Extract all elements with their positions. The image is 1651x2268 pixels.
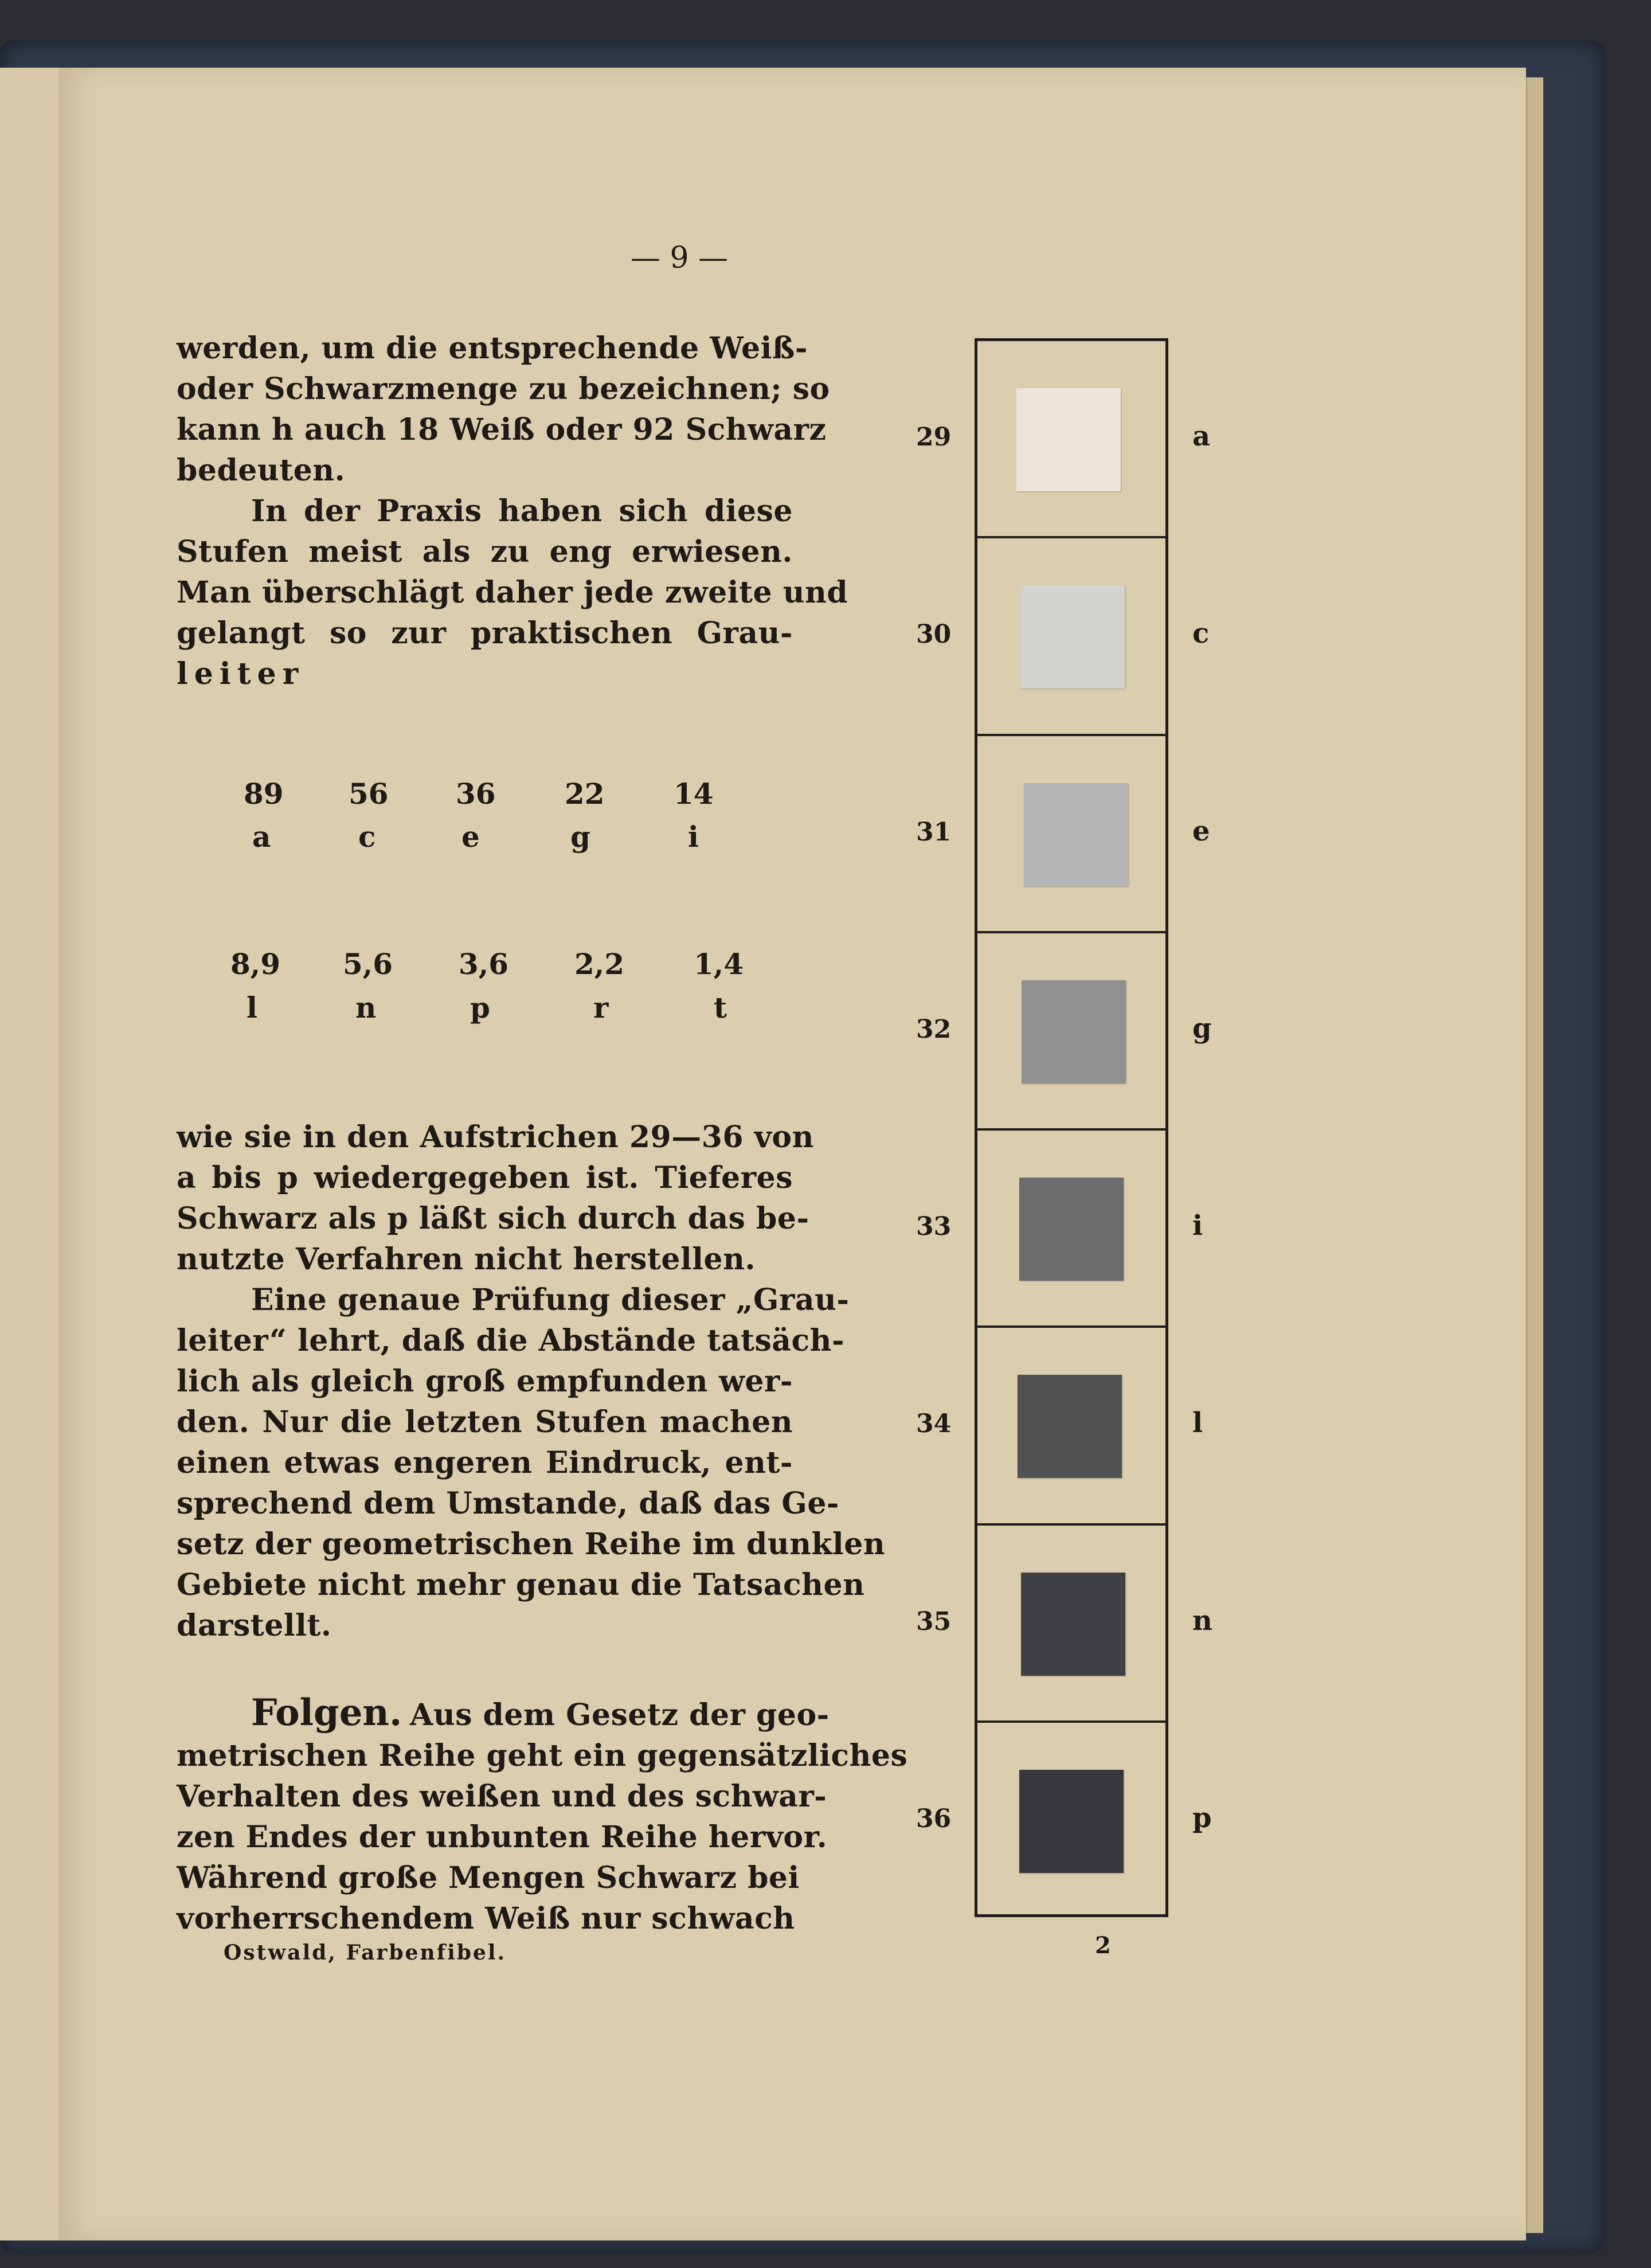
text-line: setz der geometrischen Reihe im dunklen [177,1527,886,1562]
swatch-letter: i [1192,1210,1203,1242]
swatch-letter: g [1192,1012,1212,1045]
table-value: 2,2 [574,947,624,981]
swatch-letter: c [1192,617,1210,650]
table-value: 14 [674,777,714,811]
text-line: Aus dem Gesetz der geo- [410,1698,830,1733]
swatch-letter: e [1192,815,1210,847]
text-line: leiter [177,656,305,691]
section-heading: Folgen. [251,1691,402,1734]
gray-scale-cell [977,1723,1165,1920]
text-line: einen etwas engeren Eindruck, ent- [177,1445,793,1480]
gray-scale-cell [977,538,1165,736]
table-value: 36 [456,777,496,811]
swatch-letter: a [1192,420,1211,453]
gray-swatch [1016,388,1121,491]
text-line: kann h auch 18 Weiß oder 92 Schwarz [177,412,827,447]
table-letter: p [470,991,490,1024]
text-line: nutzte Verfahren nicht herstellen. [177,1242,756,1277]
text-line: metrischen Reihe geht ein gegensätzliches [177,1738,908,1773]
gray-swatch [1022,980,1126,1084]
left-page-edge [0,68,68,2240]
gray-swatch [1019,1770,1124,1873]
text-line: vorherrschendem Weiß nur schwach [177,1901,795,1936]
swatch-number: 34 [916,1409,952,1439]
gray-scale-cell [977,1526,1165,1723]
swatch-letter: p [1192,1801,1212,1834]
text-line: Gebiete nicht mehr genau die Tatsachen [177,1567,865,1602]
table-letter: e [461,820,480,854]
gray-swatch [1021,1573,1125,1676]
gray-scale-strip [975,338,1168,1917]
gray-swatch [1019,1178,1124,1281]
table-value: 56 [349,777,389,811]
text-line: Eine genaue Prüfung dieser „Grau- [251,1282,850,1317]
gray-scale-cell [977,933,1165,1131]
swatch-number: 29 [916,423,952,452]
table-letter: c [358,820,376,854]
text-line: werden, um die entsprechende Weiß- [177,331,808,366]
text-line: lich als gleich groß empfunden wer- [177,1364,793,1399]
swatch-letter: n [1192,1604,1212,1637]
table-value: 1,4 [694,947,744,981]
swatch-number: 31 [916,817,952,847]
table-value: 22 [565,777,605,811]
table-value: 89 [244,777,284,811]
gray-swatch [1018,1375,1122,1478]
text-line: leiter“ lehrt, daß die Abstände tatsäch- [177,1323,845,1358]
table-value: 8,9 [230,947,280,981]
text-line: darstellt. [177,1608,332,1643]
gray-swatch [1024,783,1128,886]
footer-signature: Ostwald, Farbenfibel. [224,1941,507,1965]
gray-swatch [1020,585,1125,689]
table-letter: i [688,820,699,854]
table-letter: g [570,820,590,854]
text-line: Man überschlägt daher jede zweite und [177,575,848,610]
table-letter: a [252,820,271,854]
swatch-number: 35 [916,1606,952,1636]
swatch-number: 30 [916,620,952,650]
text-line: Während große Mengen Schwarz bei [177,1860,800,1895]
gray-scale-cell [977,341,1165,538]
text-line: gelangt so zur praktischen Grau- [177,616,793,651]
text-line: zen Endes der unbunten Reihe hervor. [177,1820,828,1855]
swatch-number: 36 [916,1804,952,1833]
text-line: sprechend dem Umstande, daß das Ge- [177,1486,839,1521]
table-letter: r [593,991,609,1024]
table-letter: n [355,991,377,1024]
text-line: wie sie in den Aufstrichen 29—36 von [177,1120,814,1155]
swatch-number: 33 [916,1212,952,1242]
text-line: In der Praxis haben sich diese [251,494,793,529]
swatch-number: 32 [916,1014,952,1044]
table-value: 5,6 [343,947,393,981]
table-letter: t [714,991,727,1024]
text-line: den. Nur die letzten Stufen machen [177,1405,793,1440]
gray-scale-cell [977,1328,1165,1525]
text-line: Verhalten des weißen und des schwar- [177,1779,827,1814]
table-value: 3,6 [459,947,508,981]
gray-scale-cell [977,1131,1165,1328]
text-line: Schwarz als p läßt sich durch das be- [177,1201,809,1236]
page-number: — 9 — [631,241,729,275]
page-stack-edge [1526,77,1543,2233]
gray-scale-cell [977,736,1165,933]
table-letter: l [247,991,257,1024]
text-line: a bis p wiedergegeben ist. Tieferes [177,1160,793,1195]
swatch-letter: l [1192,1407,1203,1440]
text-line: Stufen meist als zu eng erwiesen. [177,534,793,569]
text-line: oder Schwarzmenge zu bezeichnen; so [177,372,830,406]
sheet-signature: 2 [1095,1932,1111,1959]
text-line: bedeuten. [177,453,346,488]
